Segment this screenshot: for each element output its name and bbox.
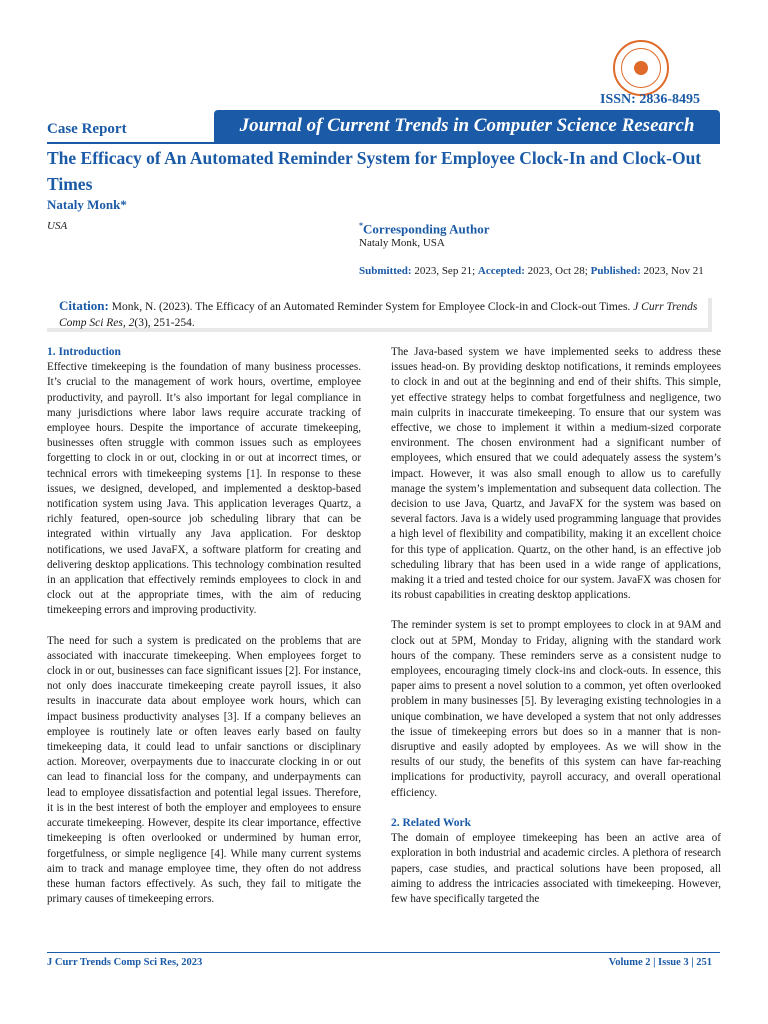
- published-label: Published:: [590, 265, 641, 277]
- submitted-date: 2023, Sep 21;: [414, 265, 476, 277]
- corresponding-author-heading: *Corresponding Author: [359, 221, 490, 237]
- paragraph: The reminder system is set to prompt employees to clock in at 9AM and clock out at 5PM, Monday to Friday, aligning with the standard work hours of the company. These reminders serve as a consistent nudge to employees, encouraging timely clock-ins and clock-outs. In essence, this paper aims to present a novel solution to a common, yet often overlooked problem in many businesses [5]. By leveraging existing technologies in a unique combination, we have developed a system that not only addresses the issue of timekeeping errors but does so in a manner that is non-disruptive and easily adopted by employees. As we will show in the results of our study, the benefits of this system can have far-reaching implications for productivity, payroll accuracy, and overall operational efficiency.: [391, 619, 721, 799]
- paragraph: The Java-based system we have implemented seeks to address these issues head-on. By providing desktop notifications, it reminds employees to clock in and out at the beginning and end of their shifts. This simple, yet effective strategy helps to combat forgetfulness and negligence, two main culprits in inaccurate timekeeping. To ensure that our system was effective, we chose to implement it within a medium-sized corporate environment. The chosen environment had a significant number of employees, which ensured that we could adequately assess the system’s impact. However, it was also small enough to allow us to carefully manage the system’s implementation and subsequent data collection. The decision to use Java, Quartz, and JavaFX for the system was based on several factors. Java is a widely used programming language that provides a high level of flexibility and compatibility, making it an excellent choice for this type of application. Quartz, on the other hand, is an effective job scheduling library that has been used in a wide range of applications, making it a tried and tested choice for our system. JavaFX was chosen for its robust capabilities in creating desktop applications.: [391, 346, 721, 602]
- section-heading-related-work: 2. Related Work: [391, 816, 471, 829]
- section-heading-introduction: 1. Introduction: [47, 346, 121, 358]
- corresponding-author-label: Corresponding Author: [363, 221, 490, 237]
- right-column: [391, 345, 721, 922]
- issn: ISSN: 2836-8495: [600, 92, 700, 107]
- paragraph: The need for such a system is predicated on the problems that are associated with inaccurate timekeeping. When employees forget to clock in or out, businesses can face significant issues [2]. For instance, not only does inaccurate timekeeping create payroll issues, it also results in inaccurate data about employee work hours, which can impact business productivity analyses [3]. If a company believes an employee is routinely late or often leaves early based on faulty timekeeping data, it could lead to unfair sanctions or disciplinary action. Moreover, overpayments due to inaccurate clocking in or out can lead to financial loss for the company, and underpayments can lead to employee dissatisfaction and potential legal issues. Therefore, it is in the best interest of both the employer and employees to ensure accurate timekeeping. However, despite its clear importance, effective timekeeping is often overlooked or undermined by human error, forgetfulness, or simple negligence [4]. While many current systems aim to track and manage employee time, they often do not address these human factors effectively. As such, they fail to mitigate the primary causes of timekeeping errors.: [47, 634, 361, 906]
- author-affiliation: USA: [47, 220, 68, 232]
- publication-dates: [359, 265, 704, 277]
- article-type: Case Report: [47, 121, 127, 137]
- article-title: The Efficacy of An Automated Reminder System for Employee Clock-In and Clock-Out Times: [47, 148, 702, 194]
- citation-box: [47, 298, 712, 332]
- citation-text: Monk, N. (2023). The Efficacy of an Automated Reminder System for Employee Clock-in and Clock-out Times.: [111, 301, 634, 313]
- submitted-label: Submitted:: [359, 265, 412, 277]
- journal-logo: [613, 40, 669, 96]
- paragraph: The domain of employee timekeeping has been an active area of exploration in both industrial and academic circles. A plethora of research papers, case studies, and practical solutions have been proposed, all aiming to address the intricacies associated with timekeeping. However, few have specifically targeted the: [391, 832, 721, 905]
- header-rule: [47, 142, 720, 144]
- footer-journal: J Curr Trends Comp Sci Res, 2023: [47, 957, 203, 968]
- citation-label: Citation:: [59, 298, 109, 313]
- citation-pages: (3), 251-254.: [134, 317, 195, 329]
- accepted-label: Accepted:: [477, 265, 525, 277]
- left-column: [47, 345, 361, 922]
- journal-logo-ring: [621, 48, 661, 88]
- paragraph: Effective timekeeping is the foundation of many business processes. It’s crucial to the management of work hours, overtime, employee productivity, and payroll. It’s also important for legal compliance in many jurisdictions where labor laws require accurate tracking of employee hours. Despite the importance of accurate timekeeping, businesses often struggle with common issues such as employees forgetting to clock in or out, clocking in or out at incorrect times, or technical errors with timekeeping systems [1]. In response to these issues, we designed, developed, and implemented a desktop-based notification system using Java. This application leverages Quartz, a richly featured, open-source job scheduling library that can be integrated within virtually any Java application. For desktop notifications, we used JavaFX, a software platform for creating and delivering desktop applications. This technology combination resulted in an application that effectively reminds employees to clock in and clock out at the appropriate times, with the aim of reducing timekeeping errors and improving productivity.: [47, 361, 361, 617]
- footer-volume-issue-page: Volume 2 | Issue 3 | 251: [608, 957, 712, 968]
- citation-journal: J Curr Trends Comp Sci Res, 2: [59, 301, 698, 329]
- journal-name-banner: Journal of Current Trends in Computer Science Research: [214, 110, 720, 142]
- corresponding-author-name: Nataly Monk, USA: [359, 237, 445, 249]
- footer-rule: [47, 952, 720, 953]
- journal-logo-emblem-icon: [634, 61, 648, 75]
- published-date: 2023, Nov 21: [643, 265, 704, 277]
- author-name: Nataly Monk*: [47, 197, 127, 212]
- accepted-date: 2023, Oct 28;: [527, 265, 588, 277]
